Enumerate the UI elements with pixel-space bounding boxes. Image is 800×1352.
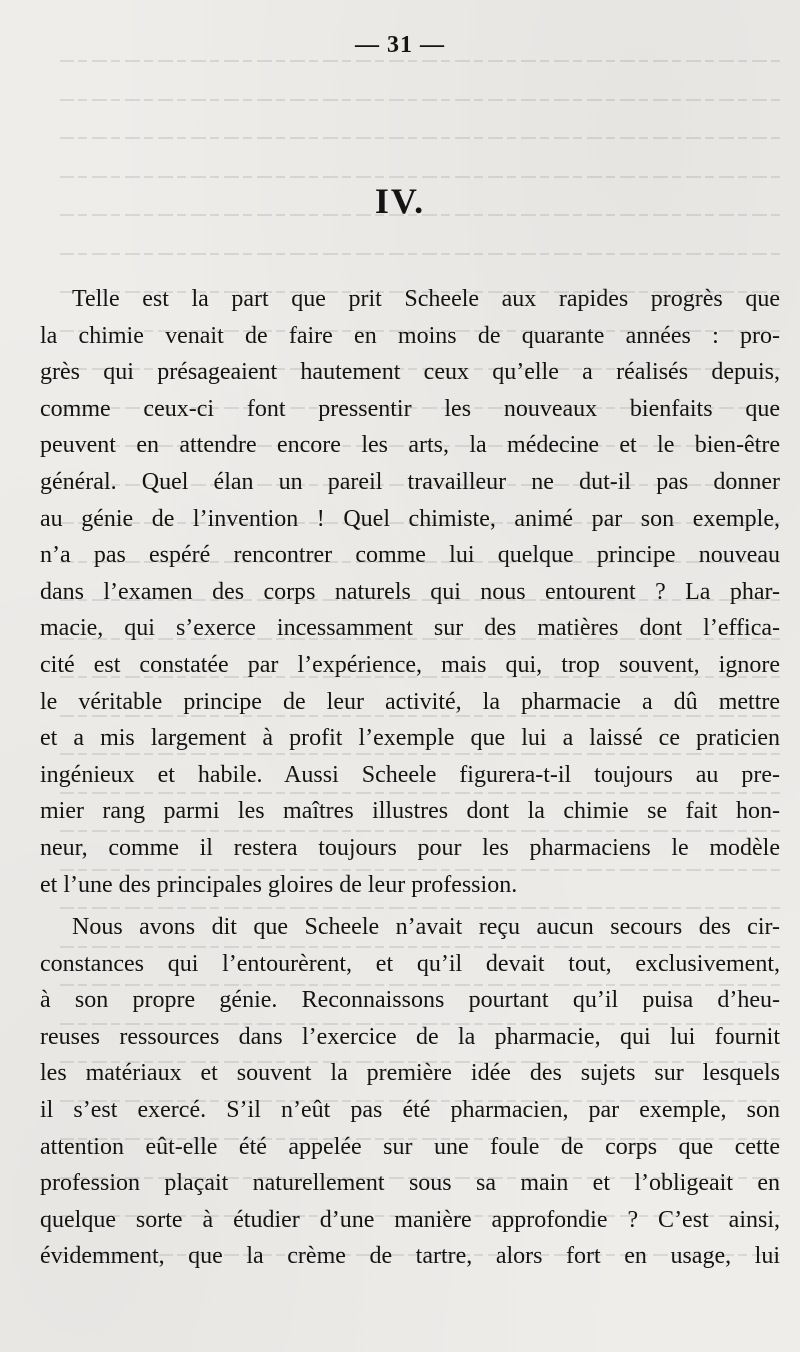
- text-line: à son propre génie. Reconnaissons pourtant qu’il puisa d’heu-: [40, 987, 780, 1014]
- text-line: évidemment, que la crème de tartre, alors fort en usage, lui: [40, 1243, 780, 1270]
- bleed-line: [60, 176, 780, 178]
- text-line: peuvent en attendre encore les arts, la médecine et le bien-être: [40, 432, 780, 459]
- text-line: neur, comme il restera toujours pour les pharmaciens le modèle: [40, 834, 780, 861]
- text-line: attention eût-elle été appelée sur une foule de corps que cette: [40, 1133, 780, 1160]
- text-line: grès qui présageaient hautement ceux qu’elle a réalisés depuis,: [40, 359, 780, 386]
- text-line: reuses ressources dans l’exercice de la pharmacie, qui lui fournit: [40, 1023, 780, 1050]
- text-line: la chimie venait de faire en moins de quarante années : pro-: [40, 322, 780, 349]
- text-line: constances qui l’entourèrent, et qu’il devait tout, exclusivement,: [40, 950, 780, 977]
- text-line: général. Quel élan un pareil travailleur ne dut-il pas donner: [40, 468, 780, 495]
- paragraph: [40, 909, 780, 1275]
- text-line: comme ceux-ci font pressentir les nouveaux bienfaits que: [40, 395, 780, 422]
- text-line: quelque sorte à étudier d’une manière approfondie ? C’est ainsi,: [40, 1206, 780, 1233]
- text-line: et a mis largement à profit l’exemple que lui a laissé ce praticien: [40, 725, 780, 752]
- text-line: le véritable principe de leur activité, la pharmacie a dû mettre: [40, 688, 780, 715]
- text-line: mier rang parmi les maîtres illustres dont la chimie se fait hon-: [40, 798, 780, 825]
- text-line: dans l’examen des corps naturels qui nous entourent ? La phar-: [40, 578, 780, 605]
- page-number: — 31 —: [355, 32, 445, 58]
- text-line: macie, qui s’exerce incessamment sur des matières dont l’effica-: [40, 615, 780, 642]
- text-line: profession plaçait naturellement sous sa main et l’obligeait en: [40, 1170, 780, 1197]
- text-line: au génie de l’invention ! Quel chimiste, animé par son exemple,: [40, 505, 780, 532]
- text-line: n’a pas espéré rencontrer comme lui quelque principe nouveau: [40, 542, 780, 569]
- text-line: et l’une des principales gloires de leur profession.: [40, 871, 518, 898]
- bleed-line: [60, 253, 780, 255]
- text-line: ingénieux et habile. Aussi Scheele figurera-t-il toujours au pre-: [40, 761, 780, 788]
- text-line: Telle est la part que prit Scheele aux rapides progrès que: [72, 286, 780, 312]
- text-line: les matériaux et souvent la première idée des sujets sur lesquels: [40, 1060, 780, 1087]
- bleed-line: [60, 137, 780, 139]
- bleed-line: [60, 99, 780, 101]
- text-line: cité est constatée par l’expérience, mais qui, trop souvent, ignore: [40, 651, 780, 678]
- bleed-line: [60, 60, 780, 62]
- paragraph: [40, 281, 780, 903]
- text-line: Nous avons dit que Scheele n’avait reçu aucun secours des cir-: [72, 914, 780, 941]
- text-line: il s’est exercé. S’il n’eût pas été pharmacien, par exemple, son: [40, 1097, 780, 1124]
- section-heading: IV.: [374, 181, 426, 221]
- body-text: [40, 281, 780, 1275]
